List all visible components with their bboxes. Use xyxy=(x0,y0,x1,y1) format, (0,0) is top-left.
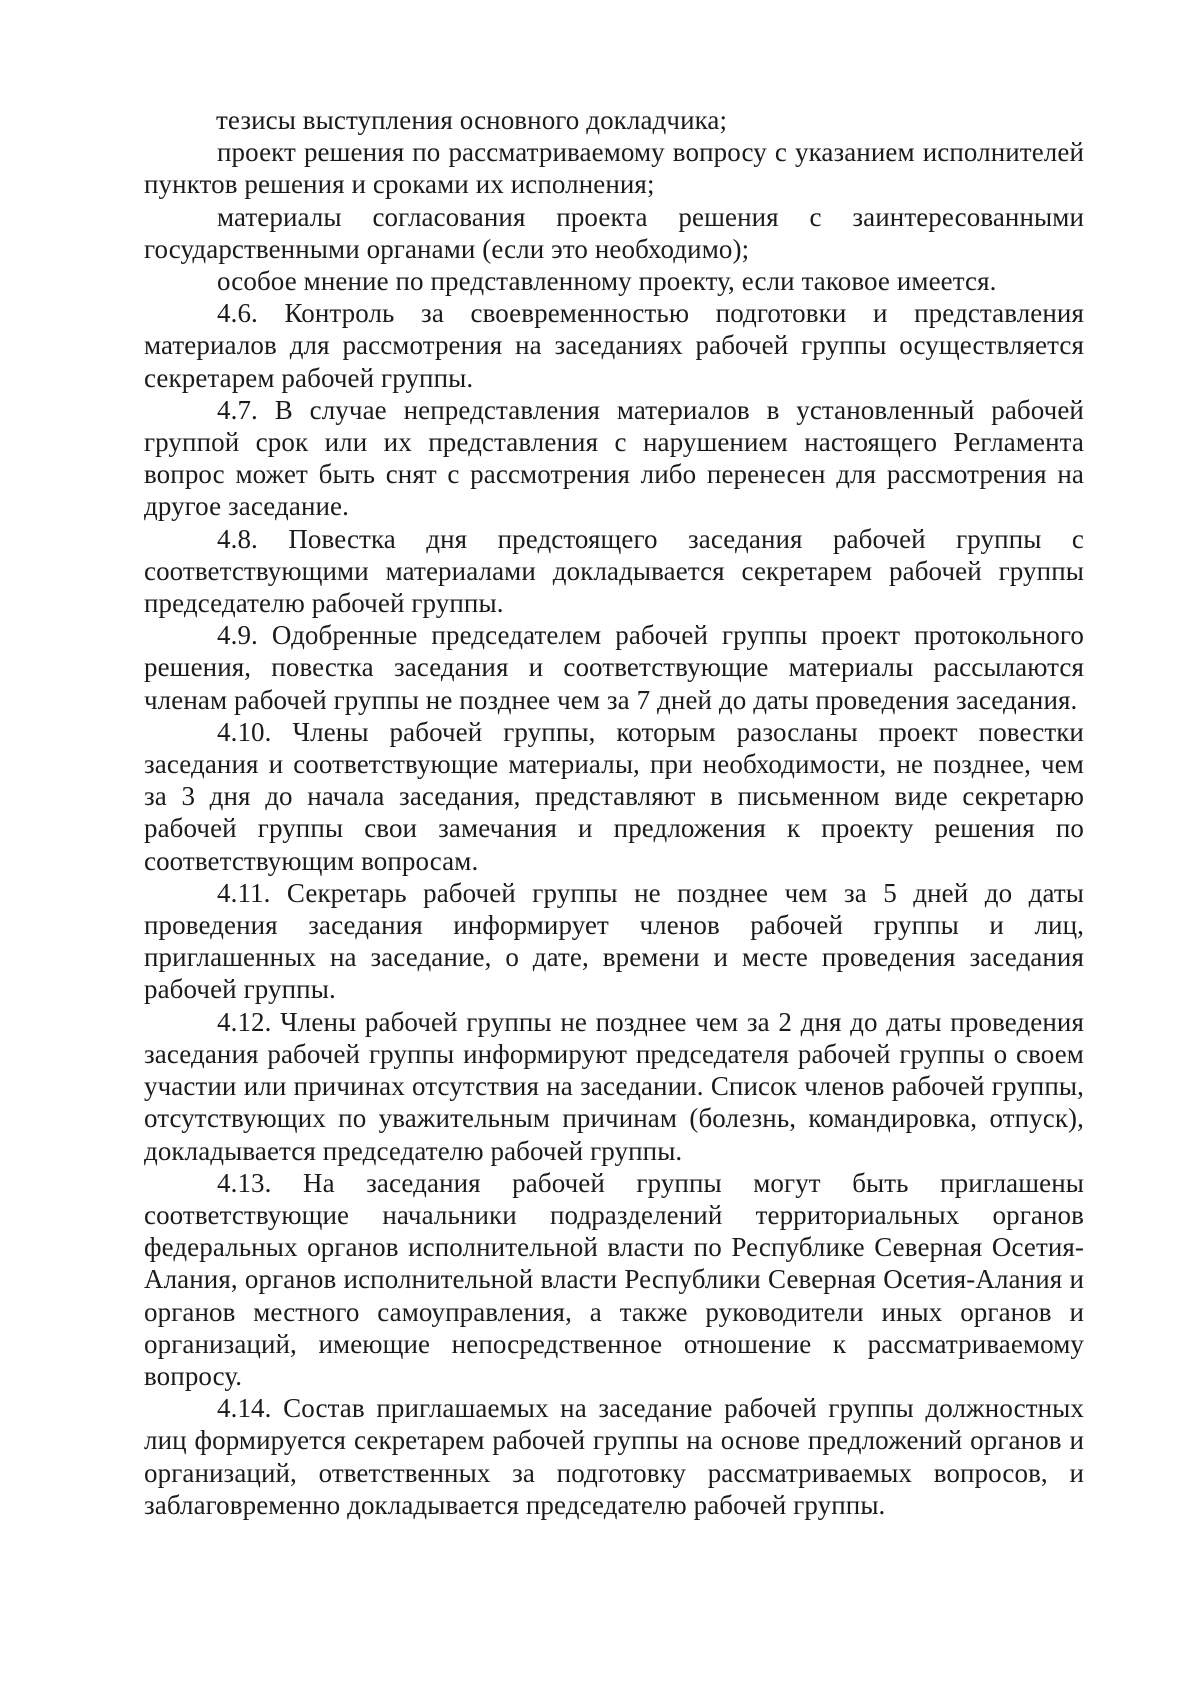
paragraph-theses: тезисы выступления основного докладчика; xyxy=(216,105,728,135)
paragraph-4-7: 4.7. В случае непредставления материалов в установленный рабочей группой срок или их представления с нарушением настоящего Регламента вопрос может быть снят с рассмотрения либо перенесен для рассмотрения на другое заседание. xyxy=(144,394,1084,522)
paragraph-4-8: 4.8. Повестка дня предстоящего заседания рабочей группы с соответствующими материалами докладывается секретарем рабочей группы председателю рабочей группы. xyxy=(144,523,1084,619)
paragraph-4-12: 4.12. Члены рабочей группы не позднее чем за 2 дня до даты проведения заседания рабочей группы информируют председателя рабочей группы о своем участии или причинах отсутствия на заседании. Список членов рабочей группы, отсутствующих по уважительным причинам (болезнь, командировка, отпуск), докладывается председателю рабочей группы. xyxy=(144,1006,1084,1166)
paragraph-4-9: 4.9. Одобренные председателем рабочей группы проект протокольного решения, повестка заседания и соответствующие материалы рассылаются членам рабочей группы не позднее чем за 7 дней до даты проведения заседания. xyxy=(144,620,1084,715)
paragraph-special-opinion: особое мнение по представленному проекту, если таковое имеется. xyxy=(217,266,997,297)
paragraph-approval-materials: материалы согласования проекта решения с заинтересованными государственными органами (если это необходимо); xyxy=(144,201,1084,264)
paragraph-4-13: 4.13. На заседания рабочей группы могут быть приглашены соответствующие начальники подразделений территориальных органов федеральных органов исполнительной власти по Республике Северная Осетия-Алания, органов исполнительной власти Республики Северная Осетия-Алания и органов местного самоуправления, а также руководители иных органов и организаций, имеющие непосредственное отношение к рассматриваемому вопросу. xyxy=(144,1167,1084,1391)
paragraph-4-14: 4.14. Состав приглашаемых на заседание рабочей группы должностных лиц формируется секретарем рабочей группы на основе предложений органов и организаций, ответственных за подготовку рассматриваемых вопросов, и заблаговременно докладывается председателю рабочей группы. xyxy=(144,1393,1084,1520)
paragraph-draft-decision: проект решения по рассматриваемому вопросу с указанием исполнителей пунктов решения и сроками их исполнения; xyxy=(144,137,1084,200)
paragraph-4-6: 4.6. Контроль за своевременностью подготовки и представления материалов для рассмотрения на заседаниях рабочей группы осуществляется секретарем рабочей группы. xyxy=(144,298,1084,393)
paragraph-4-10: 4.10. Члены рабочей группы, которым разосланы проект повестки заседания и соответствующие материалы, при необходимости, не позднее, чем за 3 дня до начала заседания, представляют в письменном виде секретарю рабочей группы свои замечания и предложения к проекту решения по соответствующим вопросам. xyxy=(144,716,1084,876)
paragraph-4-11: 4.11. Секретарь рабочей группы не позднее чем за 5 дней до даты проведения заседания информирует членов рабочей группы и лиц, приглашенных на заседание, о дате, времени и месте проведения заседания рабочей группы. xyxy=(144,877,1084,1005)
document-page xyxy=(144,104,1084,1521)
